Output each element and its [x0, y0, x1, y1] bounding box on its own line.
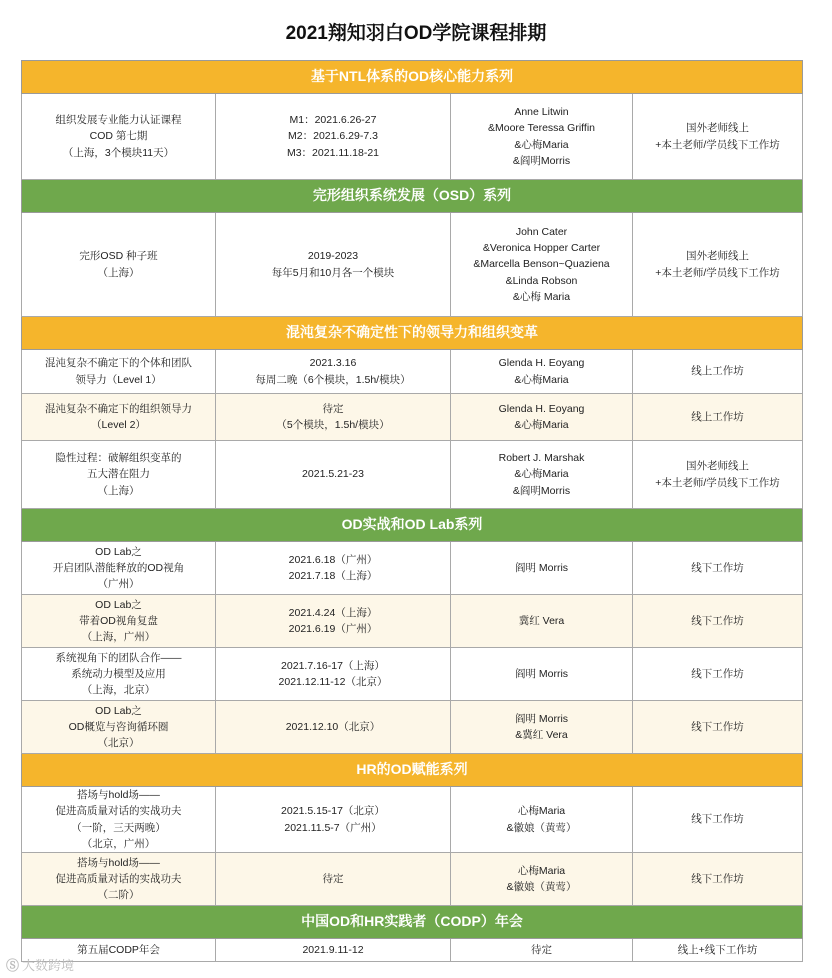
table-row — [22, 94, 803, 180]
teachers-cell — [451, 853, 633, 906]
section-header-row — [22, 754, 803, 787]
teachers-cell-line: 阎明 Morris — [514, 667, 569, 680]
format-cell-line: +本土老师/学员线下工作坊 — [655, 266, 780, 279]
table-row — [22, 350, 803, 394]
teachers-cell — [451, 213, 633, 317]
format-cell — [633, 441, 803, 509]
dates-cell — [216, 542, 451, 595]
format-cell — [633, 648, 803, 701]
dates-cell — [216, 701, 451, 754]
format-cell-line: 国外老师线上 — [686, 122, 750, 135]
course-cell-line: （上海，广州） — [81, 631, 156, 644]
format-cell-line: 线上工作坊 — [691, 365, 744, 378]
course-cell-line: 开启团队潜能释放的OD视角 — [52, 561, 185, 574]
course-cell — [22, 94, 216, 180]
watermark — [6, 955, 74, 974]
teachers-cell-line: 冀红 Vera — [518, 614, 565, 627]
teachers-cell-line: Anne Litwin — [514, 105, 569, 118]
course-cell — [22, 595, 216, 648]
course-cell — [22, 542, 216, 595]
course-cell-line: （上海） — [97, 266, 140, 279]
course-cell-line: COD 第七期 — [89, 130, 148, 143]
teachers-cell-line: &阎明Morris — [512, 154, 571, 167]
teachers-cell-line: &徽娘（黄莺） — [506, 821, 577, 834]
course-cell-line: 第五届CODP年会 — [77, 943, 160, 956]
course-cell-line: OD Lab之 — [95, 704, 142, 717]
course-cell-line: OD Lab之 — [95, 598, 142, 611]
format-cell-line: 线下工作坊 — [691, 813, 744, 826]
format-cell-line: 线下工作坊 — [691, 872, 744, 885]
dates-cell-line: （5个模块，1.5h/模块） — [276, 419, 390, 431]
course-cell-line: 混沌复杂不确定下的个体和团队 — [45, 357, 192, 370]
table-row — [22, 787, 803, 853]
format-cell — [633, 394, 803, 441]
course-cell — [22, 394, 216, 441]
dates-cell-line: 待定 — [322, 402, 344, 415]
dates-cell-line: 2021.7.16-17（上海） — [281, 659, 385, 672]
dates-cell — [216, 213, 451, 317]
teachers-cell-line: &Marcella Benson~Quaziena — [473, 258, 610, 271]
dates-cell-line: 待定 — [322, 872, 344, 885]
watermark-logo-icon: Ⓢ — [6, 959, 20, 974]
section-header: HR的OD赋能系列 — [22, 754, 803, 787]
format-cell — [633, 853, 803, 906]
format-cell-line: 线下工作坊 — [691, 667, 744, 680]
teachers-cell-line: 阎明 Morris — [514, 561, 569, 574]
schedule-table — [21, 60, 803, 962]
dates-cell-line: 每年5月和10月各一个模块 — [271, 266, 395, 279]
dates-cell — [216, 595, 451, 648]
dates-cell-line: 2021.12.11-12（北京） — [278, 676, 388, 688]
course-cell — [22, 441, 216, 509]
dates-cell-line: 2021.3.16 — [309, 357, 357, 370]
dates-cell-line: 2021.5.21-23 — [302, 468, 364, 481]
course-cell — [22, 213, 216, 317]
course-cell — [22, 648, 216, 701]
format-cell — [633, 213, 803, 317]
format-cell — [633, 94, 803, 180]
format-cell-line: +本土老师/学员线下工作坊 — [655, 138, 780, 151]
teachers-cell-line: &Veronica Hopper Carter — [482, 242, 601, 255]
course-cell-line: （Level 2） — [91, 419, 146, 431]
course-cell-line: 促进高质量对话的实战功夫 — [55, 872, 182, 885]
format-cell — [633, 595, 803, 648]
format-cell-line: 线下工作坊 — [691, 561, 744, 574]
section-header-row — [22, 509, 803, 542]
section-header: 完形组织系统发展（OSD）系列 — [22, 180, 803, 213]
teachers-cell — [451, 350, 633, 394]
course-cell-line: （广州） — [97, 578, 140, 591]
course-cell-line: （北京） — [97, 737, 140, 750]
teachers-cell-line: 阎明 Morris — [514, 712, 569, 725]
dates-cell-line: 2021.9.11-12 — [302, 943, 364, 956]
table-row — [22, 701, 803, 754]
table-row — [22, 213, 803, 317]
course-cell — [22, 787, 216, 853]
dates-cell-line: M2：2021.6.29-7.3 — [288, 130, 378, 143]
teachers-cell — [451, 94, 633, 180]
dates-cell-line: 2021.4.24（上海） — [288, 606, 378, 619]
format-cell-line: 国外老师线上 — [686, 250, 750, 263]
teachers-cell-line: 心梅Maria — [517, 805, 566, 818]
teachers-cell-line: &Moore Teressa Griffin — [488, 122, 595, 135]
dates-cell — [216, 853, 451, 906]
format-cell-line: 线下工作坊 — [691, 720, 744, 733]
teachers-cell-line: Glenda H. Eoyang — [498, 357, 585, 370]
teachers-cell — [451, 787, 633, 853]
teachers-cell — [451, 394, 633, 441]
dates-cell — [216, 939, 451, 962]
teachers-cell — [451, 939, 633, 962]
teachers-cell-line: &阎明Morris — [512, 484, 571, 497]
format-cell-line: 线上工作坊 — [691, 410, 744, 423]
course-cell — [22, 350, 216, 394]
table-row — [22, 595, 803, 648]
course-cell-line: （上海，3个模块11天） — [62, 146, 175, 159]
dates-cell-line: M1：2021.6.26-27 — [289, 114, 377, 127]
teachers-cell-line: &Linda Robson — [505, 274, 578, 287]
course-cell-line: （二阶） — [97, 889, 140, 902]
course-cell — [22, 701, 216, 754]
section-header-row — [22, 61, 803, 94]
format-cell — [633, 542, 803, 595]
course-cell-line: 混沌复杂不确定下的组织领导力 — [45, 402, 192, 415]
teachers-cell-line: &心梅Maria — [514, 468, 569, 481]
course-cell — [22, 853, 216, 906]
course-cell-line: 系统视角下的团队合作—— — [55, 651, 182, 664]
dates-cell — [216, 441, 451, 509]
course-cell-line: 促进高质量对话的实战功夫 — [55, 805, 182, 818]
table-row — [22, 441, 803, 509]
course-cell-line: 带着OD视角复盘 — [79, 614, 158, 627]
dates-cell-line: 每周二晚（6个模块，1.5h/模块） — [255, 373, 411, 386]
teachers-cell — [451, 701, 633, 754]
teachers-cell — [451, 648, 633, 701]
teachers-cell-line: &冀红 Vera — [515, 729, 568, 741]
table-row — [22, 853, 803, 906]
course-cell-line: 搭场与hold场—— — [77, 856, 160, 869]
teachers-cell — [451, 595, 633, 648]
course-cell-line: （一阶，三天两晚） — [71, 821, 166, 834]
dates-cell — [216, 787, 451, 853]
course-cell-line: OD Lab之 — [95, 545, 142, 558]
section-header-row — [22, 317, 803, 350]
format-cell-line: 线上+线下工作坊 — [677, 943, 758, 956]
table-row — [22, 939, 803, 962]
section-header: 混沌复杂不确定性下的领导力和组织变革 — [22, 317, 803, 350]
dates-cell-line: 2021.6.19（广州） — [288, 623, 378, 635]
teachers-cell — [451, 441, 633, 509]
dates-cell — [216, 350, 451, 394]
course-cell-line: 隐性过程：破解组织变革的 — [55, 452, 182, 465]
dates-cell-line: 2019-2023 — [307, 250, 359, 263]
teachers-cell-line: Glenda H. Eoyang — [498, 402, 585, 415]
page-title: 2021翔知羽白OD学院课程排期 — [285, 23, 547, 44]
teachers-cell — [451, 542, 633, 595]
teachers-cell-line: &徽娘（黄莺） — [506, 881, 577, 894]
section-header: 中国OD和HR实践者（CODP）年会 — [22, 906, 803, 939]
format-cell — [633, 350, 803, 394]
section-header: 基于NTL体系的OD核心能力系列 — [22, 61, 803, 94]
dates-cell — [216, 648, 451, 701]
teachers-cell-line: John Cater — [515, 225, 568, 238]
section-header-row — [22, 906, 803, 939]
teachers-cell-line: &心梅Maria — [514, 138, 569, 151]
format-cell — [633, 701, 803, 754]
table-row — [22, 394, 803, 441]
course-cell-line: 系统动力模型及应用 — [71, 667, 166, 680]
dates-cell — [216, 94, 451, 180]
teachers-cell-line: 待定 — [531, 943, 552, 956]
format-cell-line: 线下工作坊 — [691, 614, 744, 627]
table-row — [22, 648, 803, 701]
teachers-cell-line: &心梅Maria — [514, 373, 569, 386]
dates-cell — [216, 394, 451, 441]
teachers-cell-line: 心梅Maria — [517, 864, 566, 877]
dates-cell-line: 2021.12.10（北京） — [285, 720, 381, 733]
course-cell-line: （上海） — [97, 484, 140, 497]
format-cell-line: 国外老师线上 — [686, 460, 750, 473]
watermark-text: 大数跨境 — [22, 959, 75, 974]
course-cell-line: 领导力（Level 1） — [75, 373, 162, 386]
dates-cell-line: M3：2021.11.18-21 — [286, 146, 380, 159]
teachers-cell-line: Robert J. Marshak — [498, 452, 585, 465]
course-cell-line: 完形OSD 种子班 — [79, 250, 158, 263]
format-cell — [633, 939, 803, 962]
course-cell-line: 组织发展专业能力认证课程 — [55, 114, 182, 127]
teachers-cell-line: &心梅 Maria — [512, 290, 571, 303]
dates-cell-line: 2021.5.15-17（北京） — [281, 805, 385, 818]
dates-cell-line: 2021.7.18（上海） — [288, 570, 378, 582]
section-header-row — [22, 180, 803, 213]
section-header: OD实战和OD Lab系列 — [22, 509, 803, 542]
course-cell-line: 搭场与hold场—— — [77, 789, 160, 801]
course-cell-line: 五大潜在阻力 — [87, 468, 150, 481]
format-cell-line: +本土老师/学员线下工作坊 — [655, 476, 780, 489]
table-row — [22, 542, 803, 595]
format-cell — [633, 787, 803, 853]
dates-cell-line: 2021.6.18（广州） — [288, 553, 378, 566]
teachers-cell-line: &心梅Maria — [514, 419, 569, 431]
dates-cell-line: 2021.11.5-7（广州） — [284, 821, 382, 834]
course-cell-line: （北京，广州） — [81, 837, 156, 850]
course-cell-line: OD概览与咨询循环圈 — [68, 720, 169, 733]
course-cell-line: （上海，北京） — [81, 684, 156, 697]
